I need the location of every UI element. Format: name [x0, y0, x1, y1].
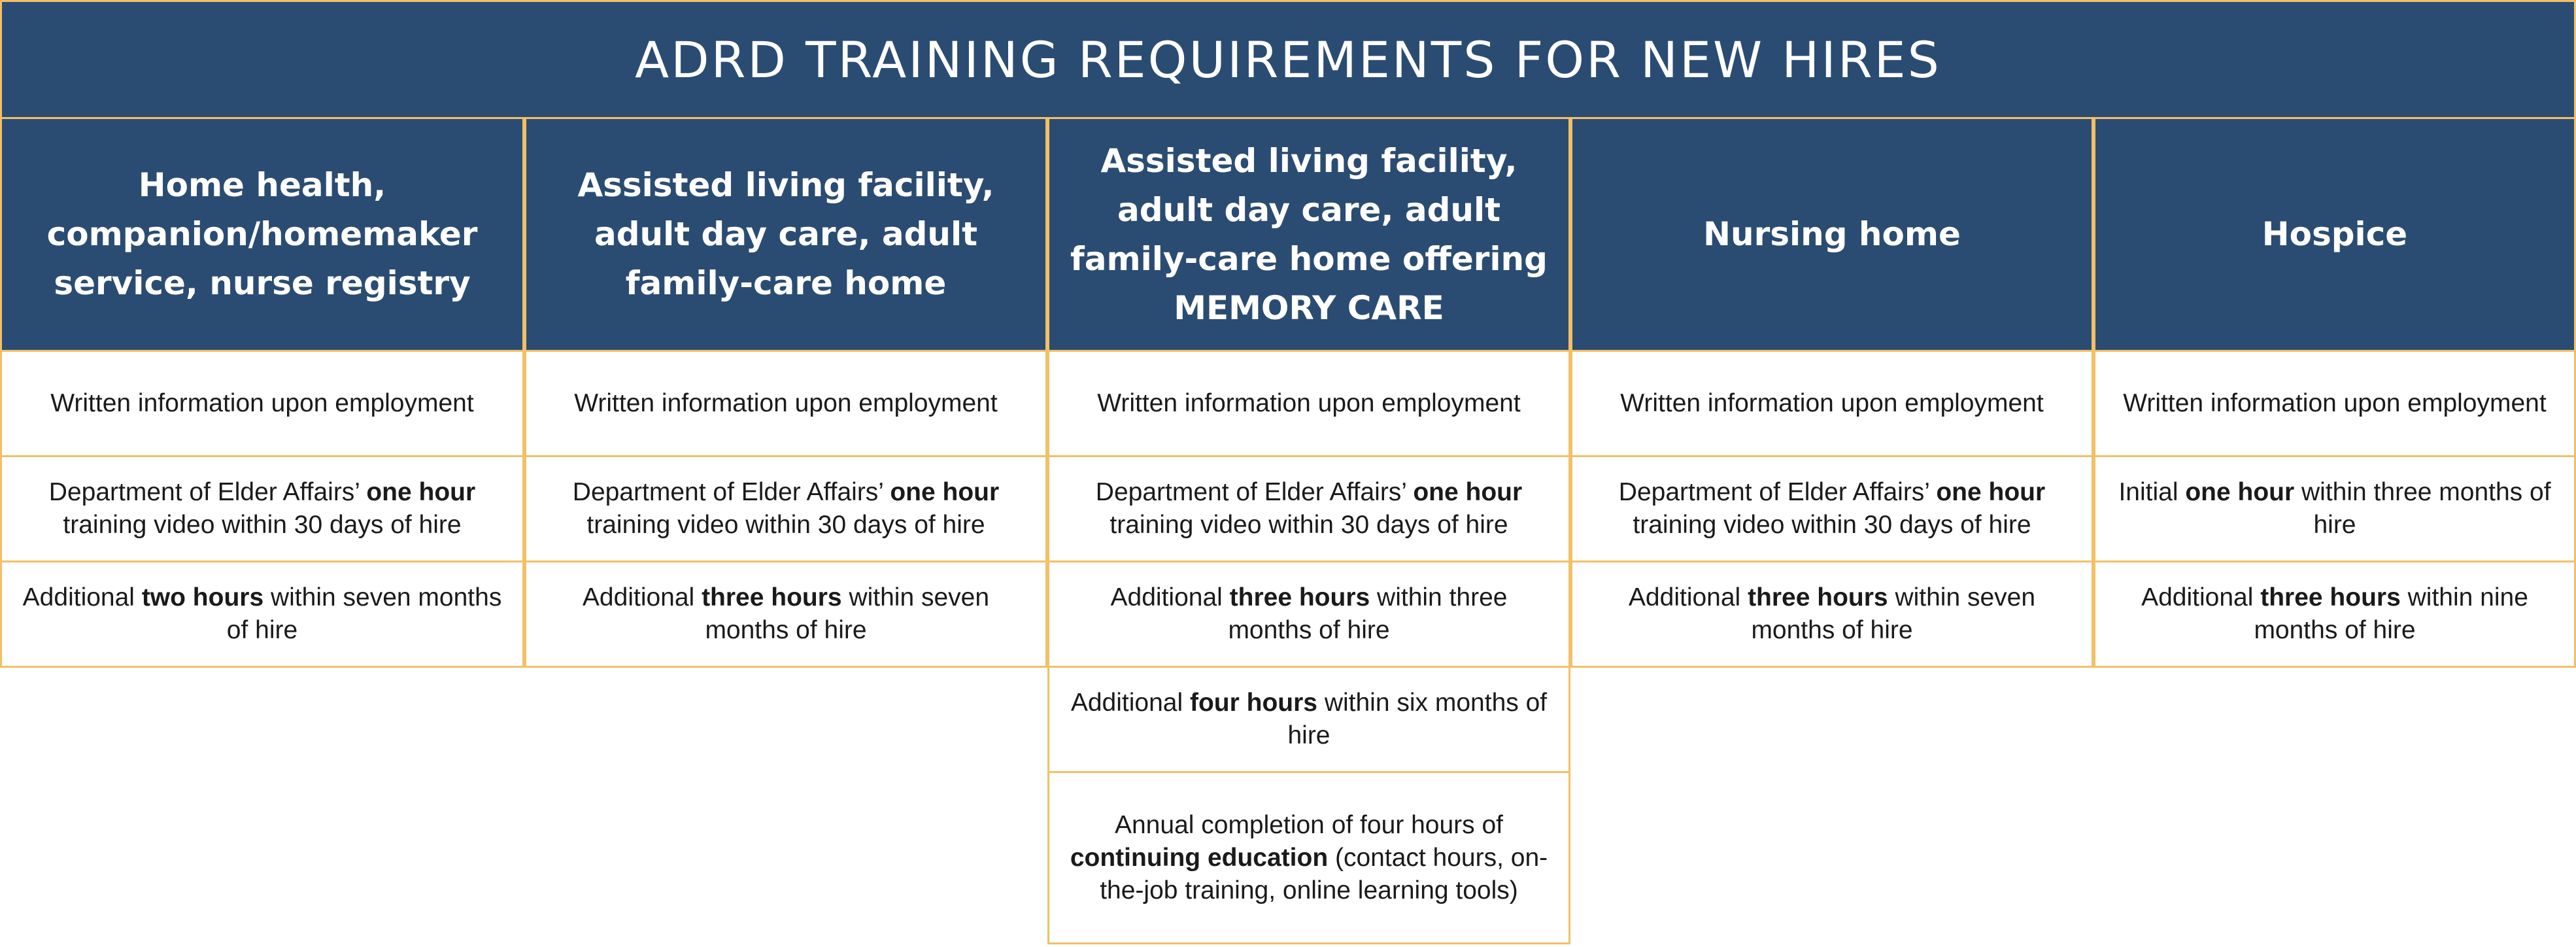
column-header: Nursing home — [1570, 119, 2093, 352]
requirement-cell: Written information upon employment — [1570, 352, 2093, 457]
requirement-cell: Department of Elder Affairs’ one hour training video within 30 days of hire — [1047, 457, 1570, 562]
column-assisted-living — [524, 119, 1047, 668]
requirement-cell: Additional three hours within seven months of hire — [1570, 562, 2093, 668]
column-header: Assisted living facility, adult day care, adult family-care home — [524, 119, 1047, 352]
requirement-cell: Department of Elder Affairs’ one hour training video within 30 days of hire — [524, 457, 1047, 562]
requirement-cell: Additional two hours within seven months of hire — [0, 562, 524, 668]
column-memory-care — [1047, 119, 1570, 944]
requirement-cell: Initial one hour within three months of hire — [2093, 457, 2576, 562]
column-home-health — [0, 119, 524, 668]
requirement-cell: Annual completion of four hours of continuing education (contact hours, on-the-job training, online learning tools) — [1047, 773, 1570, 944]
requirement-cell: Department of Elder Affairs’ one hour training video within 30 days of hire — [1570, 457, 2093, 562]
requirement-cell: Additional three hours within seven months of hire — [524, 562, 1047, 668]
column-header: Hospice — [2093, 119, 2576, 352]
column-nursing-home — [1570, 119, 2093, 668]
page-title: ADRD TRAINING REQUIREMENTS FOR NEW HIRES — [0, 0, 2576, 119]
column-hospice — [2093, 119, 2576, 668]
requirement-cell: Written information upon employment — [2093, 352, 2576, 457]
requirement-cell: Additional four hours within six months of hire — [1047, 668, 1570, 773]
column-header: Home health, companion/homemaker service, nurse registry — [0, 119, 524, 352]
requirement-cell: Written information upon employment — [524, 352, 1047, 457]
requirement-cell: Department of Elder Affairs’ one hour training video within 30 days of hire — [0, 457, 524, 562]
requirement-cell: Additional three hours within nine months of hire — [2093, 562, 2576, 668]
requirement-cell: Written information upon employment — [1047, 352, 1570, 457]
requirement-cell: Additional three hours within three months of hire — [1047, 562, 1570, 668]
requirement-cell: Written information upon employment — [0, 352, 524, 457]
column-header: Assisted living facility, adult day care, adult family-care home offering MEMORY CARE — [1047, 119, 1570, 352]
